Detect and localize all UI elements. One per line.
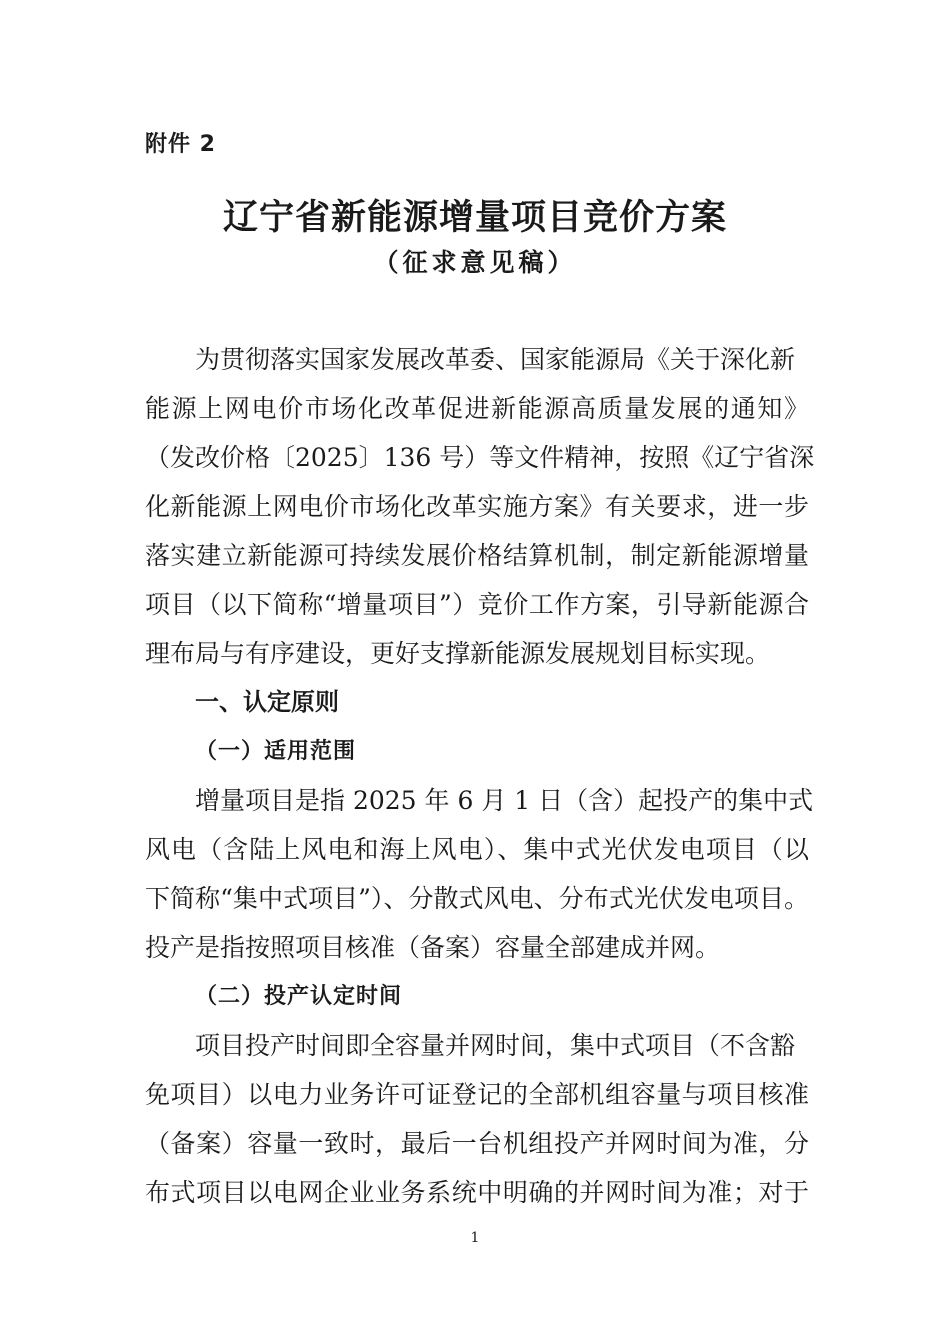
document-title: 辽宁省新能源增量项目竞价方案 <box>222 197 727 238</box>
document-subtitle: （征求意见稿） <box>373 248 577 277</box>
document-body <box>145 335 815 1217</box>
paragraph-line: 免项目）以电力业务许可证登记的全部机组容量与项目核准 <box>145 1080 809 1109</box>
paragraph-line: 风电（含陆上风电和海上风电）、集中式光伏发电项目（以 <box>145 835 809 864</box>
paragraph-line: 理布局与有序建设，更好支撑新能源发展规划目标实现。 <box>145 639 771 668</box>
attachment-label: 附件 2 <box>145 132 216 157</box>
paragraph-line: （发改价格〔2025〕136 号）等文件精神，按照《辽宁省深 <box>145 443 815 472</box>
paragraph-line: 项目（以下简称“增量项目”）竞价工作方案，引导新能源合 <box>145 590 809 619</box>
paragraph-line: 落实建立新能源可持续发展价格结算机制，制定新能源增量 <box>145 541 809 570</box>
subsection-heading: （二）投产认定时间 <box>195 984 403 1009</box>
paragraph-line: 下简称“集中式项目”）、分散式风电、分布式光伏发电项目。 <box>145 884 809 913</box>
paragraph-line: 项目投产时间即全容量并网时间，集中式项目（不含豁 <box>195 1031 796 1060</box>
paragraph-line: 为贯彻落实国家发展改革委、国家能源局《关于深化新 <box>195 345 796 374</box>
subsection-heading: （一）适用范围 <box>195 739 357 764</box>
paragraph-line: 投产是指按照项目核准（备案）容量全部建成并网。 <box>145 933 721 962</box>
paragraph-line: 布式项目以电网企业业务系统中明确的并网时间为准；对于 <box>145 1178 809 1207</box>
paragraph-line: （备案）容量一致时，最后一台机组投产并网时间为准，分 <box>145 1129 809 1158</box>
paragraph-line: 化新能源上网电价市场化改革实施方案》有关要求，进一步 <box>145 492 809 521</box>
section-heading: 一、认定原则 <box>195 688 339 716</box>
page-number: 1 <box>470 1230 480 1246</box>
paragraph-line: 能源上网电价市场化改革促进新能源高质量发展的通知》 <box>145 394 809 423</box>
paragraph-line: 增量项目是指 2025 年 6 月 1 日（含）起投产的集中式 <box>195 786 814 815</box>
